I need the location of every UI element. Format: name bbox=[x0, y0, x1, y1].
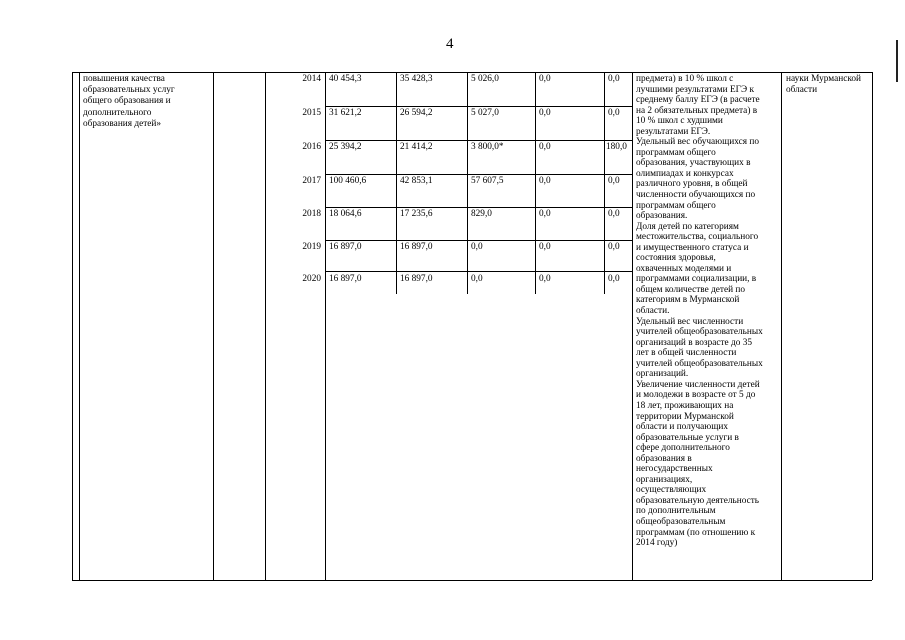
indicator-line: местожительства, социального bbox=[636, 232, 759, 243]
indicator-line: категориям в Мурманской bbox=[636, 295, 740, 306]
indicator-line: лет в общей численности bbox=[636, 348, 737, 359]
indicator-line: образовательные услуги в bbox=[636, 432, 739, 443]
table-border-top bbox=[72, 72, 872, 73]
value-cell: 17 235,6 bbox=[400, 209, 433, 219]
indicator-line: Увеличение численности детей bbox=[636, 379, 760, 390]
indicator-line: различного уровня, в общей bbox=[636, 179, 748, 190]
indicator-line: численности обучающихся по bbox=[636, 190, 756, 201]
column-separator bbox=[632, 72, 633, 580]
row-separator bbox=[325, 174, 632, 175]
indicator-line: состояния здоровья, bbox=[636, 253, 716, 264]
indicator-line: 18 лет, проживающих на bbox=[636, 400, 734, 411]
value-cell: 0,0 bbox=[539, 242, 551, 252]
year-cell: 2016 bbox=[302, 142, 321, 152]
indicator-line: территории Мурманской bbox=[636, 411, 734, 422]
indicator-line: программам общего bbox=[636, 200, 716, 211]
year-cell: 2015 bbox=[302, 108, 321, 118]
value-cell: 5 027,0 bbox=[471, 108, 499, 118]
indicator-line: предмета) в 10 % школ с bbox=[636, 74, 734, 84]
page-number: 4 bbox=[446, 36, 454, 52]
program-line: повышения качества bbox=[83, 74, 165, 84]
value-cell: 0,0 bbox=[608, 176, 620, 186]
indicator-line: Доля детей по категориям bbox=[636, 221, 739, 232]
indicator-line: организаций. bbox=[636, 369, 689, 380]
value-cell: 0,0 bbox=[539, 274, 551, 284]
indicator-line: общем количестве детей по bbox=[636, 284, 746, 295]
indicator-line: образования в bbox=[636, 453, 692, 464]
value-cell: 0,0 bbox=[608, 242, 620, 252]
year-cell: 2019 bbox=[302, 242, 321, 252]
program-line: общего образования и bbox=[83, 96, 171, 107]
row-separator bbox=[325, 271, 632, 272]
value-cell: 0,0 bbox=[539, 176, 551, 186]
total-cell: 100 460,6 bbox=[329, 176, 367, 186]
total-cell: 25 394,2 bbox=[329, 142, 362, 152]
indicator-line: 2014 году) bbox=[636, 538, 678, 549]
column-separator bbox=[325, 72, 326, 580]
total-cell: 40 454,3 bbox=[329, 74, 362, 84]
year-cell: 2014 bbox=[302, 74, 321, 84]
indicator-line: сфере дополнительного bbox=[636, 443, 730, 454]
value-cell: 42 853,1 bbox=[400, 176, 433, 186]
total-cell: 31 621,2 bbox=[329, 108, 362, 118]
table-border-left bbox=[72, 72, 73, 580]
value-cell: 829,0 bbox=[471, 209, 492, 219]
indicator-line: на 2 обязательных предмета) в bbox=[636, 105, 758, 116]
value-cell: 0,0 bbox=[539, 74, 551, 84]
row-separator bbox=[325, 207, 632, 208]
indicator-line: по дополнительным bbox=[636, 506, 716, 517]
value-cell: 0,0 bbox=[608, 209, 620, 219]
value-cell: 0,0 bbox=[539, 209, 551, 219]
value-cell: 16 897,0 bbox=[400, 274, 433, 284]
column-separator bbox=[781, 72, 782, 580]
indicator-line: 10 % школ с худшими bbox=[636, 116, 723, 127]
value-cell: 26 594,2 bbox=[400, 108, 433, 118]
value-cell: 0,0 bbox=[608, 108, 620, 118]
column-separator bbox=[79, 72, 80, 580]
indicator-line: программами социализации, в bbox=[636, 274, 757, 285]
indicator-line: программам (по отношению к bbox=[636, 527, 756, 538]
program-line: образования детей» bbox=[83, 118, 162, 129]
program-line: образовательных услуг bbox=[83, 85, 175, 96]
program-line: дополнительного bbox=[83, 107, 152, 118]
value-cell: 180,0 bbox=[606, 142, 627, 152]
indicators-description bbox=[636, 74, 763, 549]
indicator-line: среднему баллу ЕГЭ (в расчете bbox=[636, 95, 760, 106]
value-cell: 0,0 bbox=[608, 274, 620, 284]
indicator-line: лучшими результатами ЕГЭ к bbox=[636, 84, 754, 95]
year-cell: 2020 bbox=[302, 274, 321, 284]
column-separator bbox=[213, 72, 214, 580]
indicator-line: организаций в возрасте до 35 bbox=[636, 337, 753, 348]
indicator-line: охваченных моделями и bbox=[636, 263, 732, 274]
indicator-line: учителей общеобразовательных bbox=[636, 358, 763, 369]
executor-line: науки Мурманской bbox=[786, 74, 862, 84]
table-border-bottom bbox=[72, 580, 872, 581]
total-cell: 16 897,0 bbox=[329, 274, 362, 284]
year-cell: 2017 bbox=[302, 176, 321, 186]
indicator-line: Удельный вес численности bbox=[636, 316, 744, 327]
indicator-line: организациях, bbox=[636, 474, 693, 485]
indicator-line: общеобразовательным bbox=[636, 516, 726, 527]
value-cell: 57 607,5 bbox=[471, 176, 504, 186]
value-cell: 0,0 bbox=[471, 274, 483, 284]
indicator-line: и молодежи в возрасте от 5 до bbox=[636, 390, 756, 401]
value-cell: 0,0 bbox=[471, 242, 483, 252]
value-cell: 16 897,0 bbox=[400, 242, 433, 252]
program-description bbox=[83, 74, 175, 130]
indicator-line: программам общего bbox=[636, 147, 716, 158]
value-cell: 35 428,3 bbox=[400, 74, 433, 84]
value-cell: 0,0 bbox=[608, 74, 620, 84]
indicator-line: и имущественного статуса и bbox=[636, 242, 749, 253]
indicator-line: области. bbox=[636, 306, 670, 317]
row-separator bbox=[325, 240, 632, 241]
value-cell: 0,0 bbox=[539, 108, 551, 118]
indicator-line: олимпиадах и конкурсах bbox=[636, 168, 734, 179]
indicator-line: учителей общеобразовательных bbox=[636, 327, 763, 338]
value-cell: 3 800,0* bbox=[471, 142, 504, 152]
table-border-right bbox=[872, 72, 873, 580]
executor-description bbox=[786, 74, 861, 96]
value-cell: 5 026,0 bbox=[471, 74, 499, 84]
indicator-line: образования. bbox=[636, 211, 688, 222]
total-cell: 16 897,0 bbox=[329, 242, 362, 252]
year-cell: 2018 bbox=[302, 209, 321, 219]
indicator-line: результатами ЕГЭ. bbox=[636, 126, 711, 137]
total-cell: 18 064,6 bbox=[329, 209, 362, 219]
executor-line: области bbox=[786, 85, 818, 96]
indicator-line: негосударственных bbox=[636, 464, 713, 475]
indicator-line: образования, участвующих в bbox=[636, 158, 751, 169]
row-separator bbox=[325, 140, 632, 141]
indicator-line: области и получающих bbox=[636, 422, 729, 433]
value-cell: 0,0 bbox=[539, 142, 551, 152]
indicator-line: образовательную деятельность bbox=[636, 495, 760, 506]
value-cell: 21 414,2 bbox=[400, 142, 433, 152]
row-separator bbox=[325, 106, 632, 107]
indicator-line: Удельный вес обучающихся по bbox=[636, 137, 759, 148]
indicator-line: осуществляющих bbox=[636, 485, 707, 496]
